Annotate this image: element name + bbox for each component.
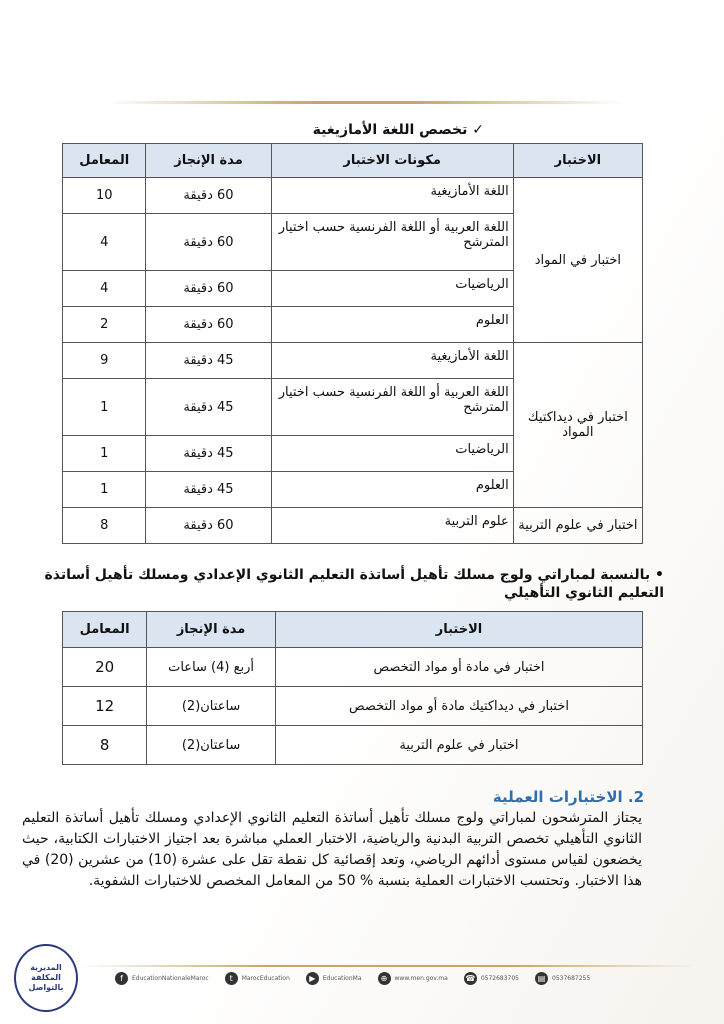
duration-cell: 45 دقيقة [146, 472, 271, 508]
footer-contact-text: MarocEducation [241, 975, 290, 982]
duration-cell: ساعتان(2) [147, 726, 276, 765]
column-header: الاختبار [513, 144, 642, 178]
column-header: مدة الإنجاز [147, 612, 276, 648]
test-name-cell: اختبار في مادة أو مواد التخصص [275, 648, 642, 687]
practical-tests-title: 2. الاختبارات العملية [492, 788, 644, 806]
footer-contact-item[interactable] [225, 972, 290, 985]
header-row [63, 144, 643, 178]
component-cell: علوم التربية [271, 508, 513, 544]
secondary-exam-table [62, 611, 643, 765]
coefficient-cell: 1 [63, 436, 146, 472]
footer-contact-item[interactable] [464, 972, 519, 985]
coefficient-cell: 9 [63, 343, 146, 379]
coefficient-cell: 8 [63, 508, 146, 544]
coefficient-cell: 20 [63, 648, 147, 687]
test-name-cell: اختبار في علوم التربية [513, 508, 642, 544]
seal-logo: المديرية المكلفة بالتواصل [14, 944, 78, 1012]
footer-contact-item[interactable] [535, 972, 590, 985]
table-row [63, 343, 643, 379]
table-row [63, 178, 643, 214]
header-divider [105, 101, 625, 104]
column-header: مدة الإنجاز [146, 144, 271, 178]
table-row [63, 687, 643, 726]
column-header: المعامل [63, 612, 147, 648]
test-name-cell: اختبار في علوم التربية [275, 726, 642, 765]
coefficient-cell: 8 [63, 726, 147, 765]
test-name-cell: اختبار في المواد [513, 178, 642, 343]
bullet-heading: • بالنسبة لمباراتي ولوج مسلك تأهيل أساتذة التعليم الثانوي الإعدادي ومسلك تأهيل أساتذة التعليم الثانوي التأهيلي [44, 567, 664, 601]
coefficient-cell: 4 [63, 271, 146, 307]
footer-contact-text: 0537687255 [552, 975, 591, 982]
footer-contact-text: EducationMa [322, 975, 362, 982]
column-header: الاختبار [275, 612, 642, 648]
component-cell: اللغة العربية أو اللغة الفرنسية حسب اختيار المترشح [271, 214, 513, 271]
column-header: مكونات الاختبار [271, 144, 513, 178]
test-name-cell: اختبار في ديداكتيك المواد [513, 343, 642, 508]
footer-contact-item[interactable] [306, 972, 362, 985]
coefficient-cell: 4 [63, 214, 146, 271]
amazigh-exam-table [62, 143, 643, 544]
coefficient-cell: 12 [63, 687, 147, 726]
coefficient-cell: 1 [63, 472, 146, 508]
phone-icon: ☎ [465, 974, 476, 983]
component-cell: العلوم [271, 472, 513, 508]
section-title: ✓ تخصص اللغة الأمازيغية [312, 122, 484, 138]
footer-contact-text: www.men.gov.ma [394, 975, 448, 982]
facebook-icon: f [115, 972, 128, 985]
footer-contact-item[interactable] [115, 972, 209, 985]
duration-cell: 60 دقيقة [146, 271, 271, 307]
duration-cell: 60 دقيقة [146, 307, 271, 343]
component-cell: الرياضيات [271, 271, 513, 307]
footer-contact-item[interactable] [378, 972, 448, 985]
column-header: المعامل [63, 144, 146, 178]
coefficient-cell: 1 [63, 379, 146, 436]
twitter-icon: t [225, 972, 238, 985]
duration-cell: 45 دقيقة [146, 343, 271, 379]
duration-cell: ساعتان(2) [147, 687, 276, 726]
practical-tests-paragraph: يجتاز المترشحون لمباراتي ولوج مسلك تأهيل أساتذة التعليم الثانوي الإعدادي ومسلك تأهيل أساتذة التعليم الثانوي التأهيلي تخصص التربية البدنية والرياضية، الاختبار العملي مباشرة بعد اجتياز الاختبارات الكتابية، حيث يخضعون لقياس مستوى أدائهم الرياضي، وتعد إقصائية كل نقطة تقل على عشرة (10) من عشرين (20) في هذا الاختبار. وتحتسب الاختبارات العملية بنسبة % 50 من المعامل المخصص للاختبارات الشفوية. [22, 810, 643, 889]
test-name-cell: اختبار في ديداكتيك مادة أو مواد التخصص [275, 687, 642, 726]
component-cell: اللغة الأمازيغية [271, 178, 513, 214]
duration-cell: 60 دقيقة [146, 214, 271, 271]
component-cell: الرياضيات [271, 436, 513, 472]
duration-cell: 45 دقيقة [146, 379, 271, 436]
duration-cell: 45 دقيقة [146, 436, 271, 472]
component-cell: العلوم [271, 307, 513, 343]
globe-icon: ⊕ [378, 972, 391, 985]
youtube-icon: ▶ [306, 972, 319, 985]
footer-contact-text: EducationNationaleMaroc [132, 975, 209, 982]
duration-cell: 60 دقيقة [146, 508, 271, 544]
component-cell: اللغة الأمازيغية [271, 343, 513, 379]
table-row [63, 508, 643, 544]
duration-cell: 60 دقيقة [146, 178, 271, 214]
footer-divider [80, 965, 700, 967]
coefficient-cell: 10 [63, 178, 146, 214]
coefficient-cell: 2 [63, 307, 146, 343]
component-cell: اللغة العربية أو اللغة الفرنسية حسب اختيار المترشح [271, 379, 513, 436]
table-row [63, 726, 643, 765]
table-row [63, 648, 643, 687]
footer-contacts [115, 972, 590, 985]
header-row [63, 612, 643, 648]
footer-contact-text: 0572683705 [480, 975, 520, 982]
fax-icon: ▤ [535, 972, 548, 985]
duration-cell: أربع (4) ساعات [147, 648, 276, 687]
